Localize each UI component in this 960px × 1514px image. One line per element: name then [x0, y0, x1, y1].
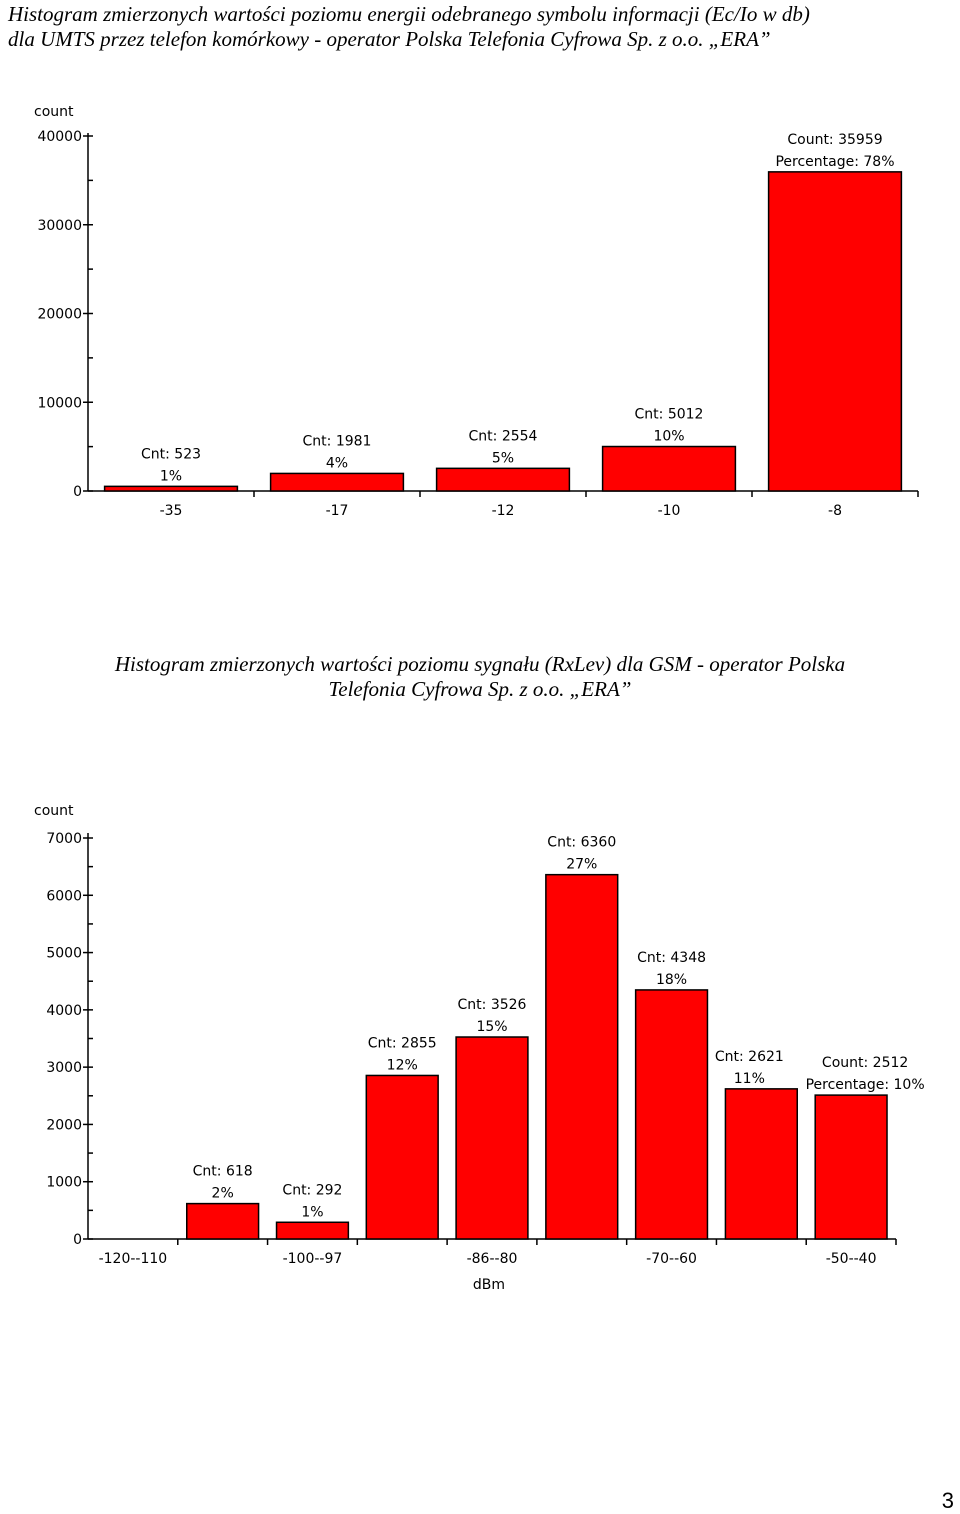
chart2-caption: [0, 652, 960, 702]
rxlev-histogram: [0, 795, 960, 1300]
y-tick-label: 10000: [37, 395, 82, 412]
chart1-caption-line2: dla UMTS przez telefon komórkowy - operator Polska Telefonia Cyfrowa Sp. z o.o. „ERA”: [8, 27, 771, 51]
bar: [815, 1095, 887, 1239]
bar-percent-label: Percentage: 10%: [805, 1077, 925, 1094]
y-tick-label: 0: [73, 484, 82, 500]
bar-percent-label: 4%: [325, 455, 349, 472]
x-tick-label: -12: [491, 503, 515, 519]
bar-count-label: Cnt: 2621: [714, 1048, 784, 1065]
bar-count-label: Cnt: 618: [192, 1163, 253, 1180]
chart2-caption-line2: Telefonia Cyfrowa Sp. z o.o. „ERA”: [328, 677, 632, 701]
page-number: 3: [941, 1488, 954, 1513]
bar-count-label: Cnt: 1981: [302, 433, 372, 450]
bar-percent-label: 12%: [386, 1057, 418, 1074]
bar-percent-label: 5%: [491, 450, 515, 467]
bar-percent-label: 2%: [211, 1185, 234, 1202]
y-axis-label: count: [34, 803, 74, 819]
bar: [769, 172, 902, 491]
y-tick-label: 5000: [46, 945, 82, 962]
y-tick-label: 20000: [37, 306, 82, 323]
x-tick-label: -86--80: [466, 1251, 518, 1267]
bar: [437, 468, 570, 491]
y-tick-label: 40000: [37, 129, 82, 145]
bar: [636, 990, 708, 1239]
y-tick-label: 0: [73, 1232, 82, 1248]
bar-count-label: Cnt: 2855: [367, 1035, 437, 1052]
bar-percent-label: 11%: [733, 1070, 765, 1087]
bar-count-label: Cnt: 3526: [457, 997, 527, 1014]
bar-percent-label: 1%: [301, 1204, 324, 1221]
bar-count-label: Cnt: 4348: [637, 949, 707, 966]
bar: [603, 447, 736, 491]
y-tick-label: 1000: [46, 1174, 82, 1191]
y-tick-label: 7000: [46, 831, 82, 847]
ec-io-histogram: [0, 95, 960, 525]
bar: [366, 1075, 438, 1239]
bar: [105, 486, 238, 491]
x-tick-label: -120--110: [98, 1251, 168, 1267]
x-axis-label: dBm: [472, 1277, 506, 1293]
bar-percent-label: 18%: [655, 971, 688, 988]
x-tick-label: -10: [657, 503, 681, 519]
x-tick-label: -50--40: [825, 1251, 877, 1267]
y-tick-label: 4000: [46, 1002, 82, 1019]
x-tick-label: -70--60: [646, 1251, 697, 1267]
bar: [456, 1037, 528, 1239]
bar-percent-label: Percentage: 78%: [775, 153, 895, 170]
chart2-caption-line1: Histogram zmierzonych wartości poziomu sygnału (RxLev) dla GSM - operator Polska: [114, 652, 846, 676]
chart1-caption-line1: Histogram zmierzonych wartości poziomu energii odebranego symbolu informacji (Ec/Io w db): [8, 2, 810, 26]
x-tick-label: -17: [325, 503, 349, 519]
bar-count-label: Count: 2512: [821, 1055, 909, 1072]
bar-count-label: Cnt: 523: [140, 446, 202, 463]
x-tick-label: -35: [159, 503, 183, 519]
bar-percent-label: 10%: [653, 428, 685, 445]
bar-percent-label: 15%: [476, 1019, 508, 1036]
bar-count-label: Cnt: 5012: [634, 406, 704, 423]
y-tick-label: 3000: [46, 1060, 82, 1077]
bar: [271, 473, 404, 491]
bar: [187, 1204, 259, 1239]
bar-count-label: Cnt: 292: [282, 1182, 343, 1199]
bar-count-label: Count: 35959: [787, 131, 883, 148]
x-tick-label: -8: [828, 503, 842, 519]
bar: [277, 1222, 349, 1239]
x-tick-label: -100--97: [282, 1251, 343, 1267]
bar: [725, 1089, 797, 1239]
bar-count-label: Cnt: 2554: [468, 428, 538, 445]
bar-percent-label: 27%: [566, 856, 598, 873]
y-axis-label: count: [34, 104, 74, 120]
bar-percent-label: 1%: [159, 468, 183, 485]
chart1-caption: [8, 2, 958, 52]
bar-count-label: Cnt: 6360: [547, 834, 617, 851]
y-tick-label: 6000: [46, 888, 82, 905]
y-tick-label: 30000: [37, 217, 82, 234]
y-tick-label: 2000: [46, 1117, 82, 1134]
bar: [546, 875, 618, 1239]
